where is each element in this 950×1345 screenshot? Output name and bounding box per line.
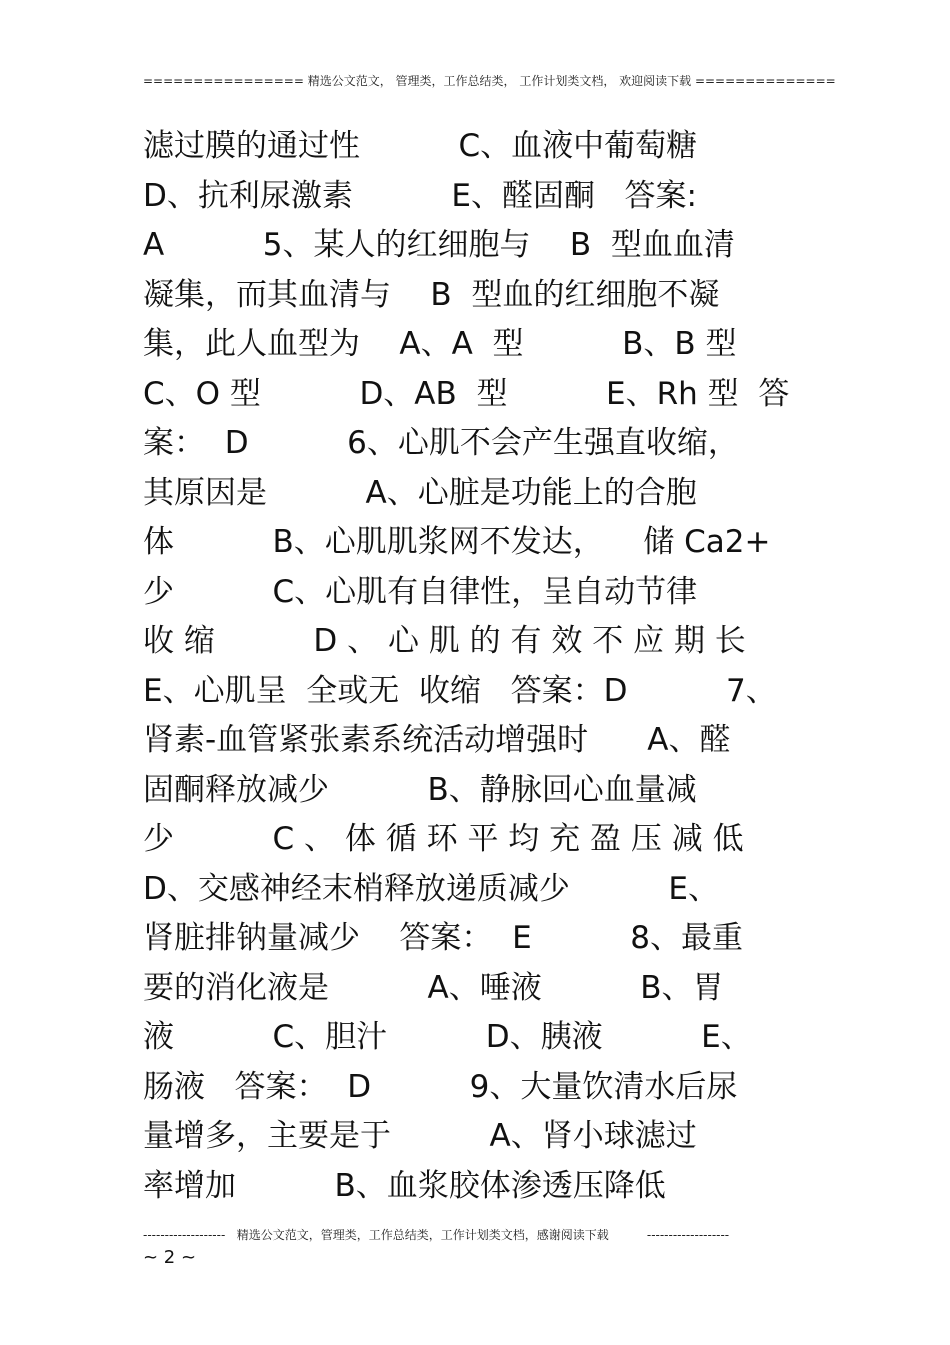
text-line: D、交感神经末梢释放递质减少 E、 <box>143 870 719 907</box>
text-line: 少 C、心肌有自律性，呈自动节律 <box>143 573 698 610</box>
text-line: E、心肌呈 全或无 收缩 答案：D 7、 <box>143 672 777 709</box>
text-line: 肠液 答案： D 9、大量饮清水后尿 <box>143 1068 738 1105</box>
page-number: ~ 2 ~ <box>143 1247 197 1268</box>
text-line: 要的消化液是 A、唾液 B、胃 <box>143 969 724 1006</box>
page-footer: ------------------- 精选公文范文，管理类，工作总结类，工作计划类文档，感谢阅读下载 ------------------- <box>143 1228 730 1242</box>
text-line: 滤过膜的通过性 C、血液中葡萄糖 <box>143 128 698 164</box>
text-line: 集，此人血型为 A、A 型 B、B 型 <box>143 326 737 362</box>
text-line: 量增多，主要是于 A、肾小球滤过 <box>143 1118 697 1154</box>
document-body <box>143 122 808 1211</box>
text-line: A 5、某人的红细胞与 B 型血血清 <box>143 227 735 263</box>
text-line: C、O 型 D、AB 型 E、Rh 型 答 <box>143 375 790 412</box>
text-line: 体 B、心肌肌浆网不发达， 储 Ca2+ <box>143 524 771 560</box>
text-line: 收 缩 D 、 心 肌 的 有 效 不 应 期 长 <box>143 623 746 659</box>
text-line: D、抗利尿激素 E、醛固酮 答案: <box>143 177 698 214</box>
text-line: 固酮释放减少 B、静脉回心血量减 <box>143 771 697 808</box>
text-line: 肾脏排钠量减少 答案： E 8、最重 <box>143 920 743 956</box>
text-line: 少 C 、 体 循 环 平 均 充 盈 压 减 低 <box>143 821 744 857</box>
text-line: 凝集，而其血清与 B 型血的红细胞不凝 <box>143 276 720 313</box>
text-line: 液 C、胆汁 D、胰液 E、 <box>143 1019 752 1055</box>
text-line: 案： D 6、心肌不会产生强直收缩， <box>143 425 739 461</box>
text-line: 率增加 B、血浆胶体渗透压降低 <box>143 1167 666 1204</box>
text-line: 其原因是 A、心脏是功能上的合胞 <box>143 474 697 511</box>
text-line: 肾素-血管紧张素系统活动增强时 A、醛 <box>143 722 731 758</box>
page-header: ================ 精选公文范文， 管理类，工作总结类， 工作计划类文档， 欢迎阅读下载 ============== <box>143 74 836 88</box>
